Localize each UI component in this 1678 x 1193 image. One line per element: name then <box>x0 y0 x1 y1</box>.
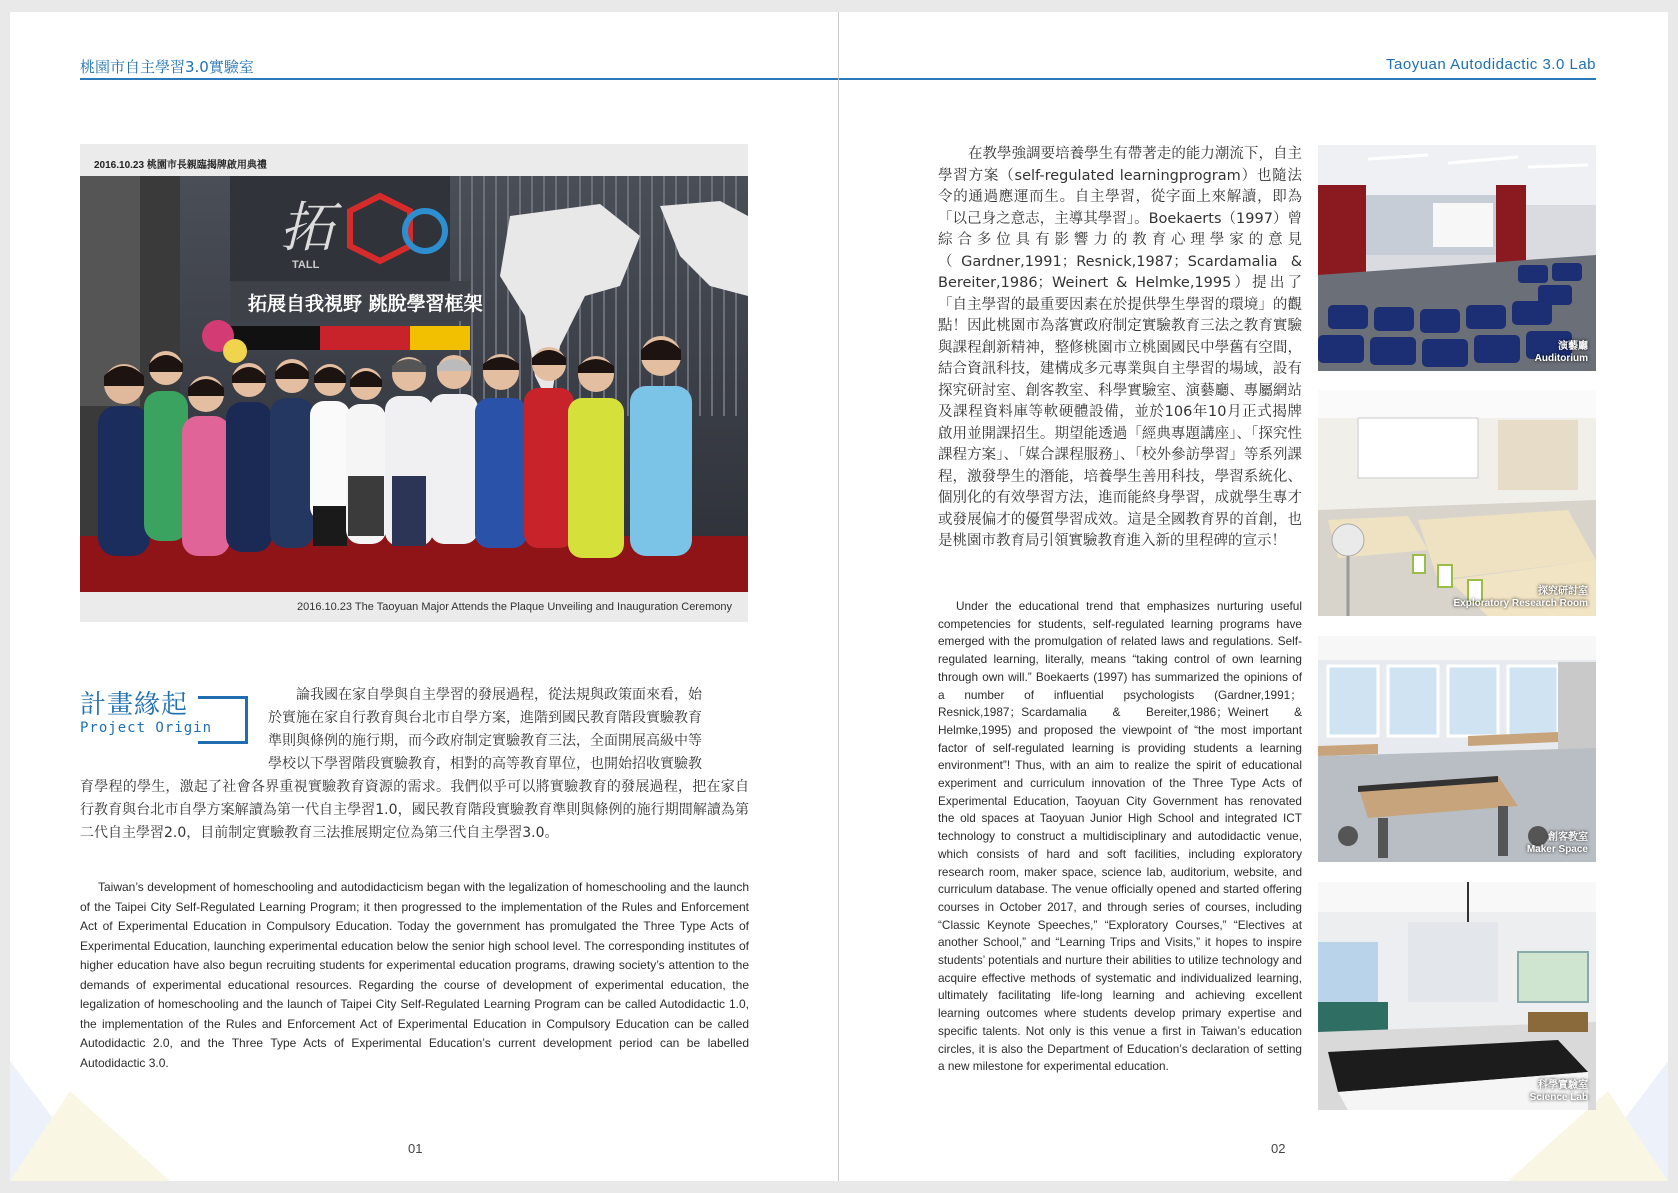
photo-caption-maker: 創客教室 Maker Space <box>1526 832 1588 855</box>
right-page <box>839 12 1668 1181</box>
title-bracket-decoration <box>198 696 248 744</box>
header-rule-right <box>839 78 1596 80</box>
en-paragraph-left: Taiwan’s development of homeschooling and autodidacticism began with the legalization of homeschooling and the launch of the Taipei City Self-Regulated Learning Program; it then progressed to the implementation of the Rules and Enforcement Act of Experimental Education in Compulsory Education. Today the government has promulgated the Three Type Acts of Experimental Education, launching experimental education below the senior high school level. The corresponding institutes of higher education have also begun recruiting students for experimental education programs, drawing society’s attention to the demands of experimental educational resources. Regarding the course of development of experimental education, the legalization of homeschooling and the launch of Taipei City Self-Regulated Learning Program can be called Autodidactic 1.0, the implementation of the Rules and Enforcement Act of Experimental Education in Compulsory Education can be called Autodidactic 2.0, and the Three Type Acts of Experimental Education’s current development period can be labelled Autodidactic 3.0. <box>80 880 749 1070</box>
photo-caption-bottom: 2016.10.23 The Taoyuan Major Attends the Plaque Unveiling and Inauguration Ceremony <box>296 601 732 613</box>
svg-text:拓: 拓 <box>280 196 334 259</box>
running-header-right: Taoyuan Autodidactic 3.0 Lab <box>1386 56 1596 73</box>
photo-caption-top: 2016.10.23 桃園市長親臨揭牌啟用典禮 <box>94 160 267 171</box>
svg-text:TALL: TALL <box>292 259 320 271</box>
running-header: 桃園市自主學習3.0實驗室 <box>80 58 254 76</box>
page-number-left: 01 <box>408 1141 423 1156</box>
svg-text:拓展自我視野 跳脫學習框架: 拓展自我視野 跳脫學習框架 <box>248 293 483 315</box>
zh-para-rest: 育學程的學生，激起了社會各界重視實驗教育資源的需求。我們似乎可以將實驗教育的發展過程，把在家自行教育與台北市自學方案解讀為第一代自主學習1.0，國民教育階段實驗教育準則與條例的施行期間解讀為第二代自主學習2.0，目前制定實驗教育三法推展期定位為第三代自主學習3.0。 <box>80 779 749 841</box>
photo-caption-science: 科學實驗室 Science Lab <box>1529 1080 1588 1103</box>
ceremony-photo-block <box>80 144 748 622</box>
photo-caption-exploratory: 探究研討室 Exploratory Research Room <box>1453 586 1588 609</box>
left-page <box>10 12 839 1181</box>
ceremony-photo <box>80 176 748 592</box>
science-lab-photo <box>1318 882 1596 1110</box>
auditorium-photo <box>1318 145 1596 371</box>
zh-paragraph-right: 在教學強調要培養學生有帶著走的能力潮流下，自主學習方案（self-regulated learningprogram）也隨法令的通過應運而生。自主學習，從字面上來解讀，即為「以己身之意志，主導其學習」。Boekaerts（1997）曾綜合多位具有影響力的教育心理學家的意見（Gardner,1991；Resnick,1987；Scardamalia & Bereiter,1986；Weinert & Helmke,1995）提出了「自主學習的最重要因素在於提供學生學習的環境」的觀點！因此桃園市為落實政府制定實驗教育三法之教育實驗與課程創新精神，整修桃園市立桃園國民中學舊有空間，結合資訊科技，建構成多元專業與自主學習的場域，設有探究研討室、創客教室、科學實驗室、演藝廳、專屬網站及課程資料庫等軟硬體設備，並於106年10月正式揭牌啟用並開課招生。期望能透過「經典專題講座」、「探究性課程方案」、「媒合課程服務」、「校外參訪學習」等系列課程，激發學生的潛能，培養學生善用科技，學習系統化、個別化的有效學習方法，進而能終身學習，成就學生專才或發展偏才的優質學習成效。這是全國教育界的首創，也是桃園市教育局引領實驗教育進入新的里程碑的宣示！ <box>938 146 1302 549</box>
maker-space-photo <box>1318 636 1596 862</box>
zh-para-line-3: 準則與條例的施行期，而今政府制定實驗教育三法，全面開展高級中等 <box>268 733 702 749</box>
exploratory-room-photo <box>1318 390 1596 616</box>
photo-caption-auditorium: 演藝廳 Auditorium <box>1534 341 1588 364</box>
magazine-spread <box>10 12 1668 1181</box>
zh-para-line-4: 學校以下學習階段實驗教育，相對的高等教育單位，也開始招收實驗教 <box>268 756 702 772</box>
section-title-en: Project Origin <box>80 720 213 736</box>
zh-para-line-1: 論我國在家自學與自主學習的發展過程，從法規與政策面來看，始 <box>296 687 702 703</box>
page-number-right: 02 <box>1271 1141 1286 1156</box>
en-paragraph-right: Under the educational trend that emphasizes nurturing useful competencies for students, self-regulated learning programs have emerged with the promulgation of related laws and regulations. Self-regulated learning, literally, means “taking control of own learning through own will.” Boekaerts (1997) has summarized the opinions of a number of influential psychologists (Gardner,1991；Resnick,1987；Scardamalia & Bereiter,1986；Weinert & Helmke,1995) and proposed the viewpoint of “the most important factor of self-regulated learning is providing students a learning environment”! Thus, with an aim to realize the spirit of educational experiment and curriculum innovation of the Three Type Acts of Experimental Education, Taoyuan City Government has renovated the old spaces at Taoyuan Junior High School and integrated ICT technology to construct a multidisciplinary and autodidactic venue, which consists of hard and soft facilities, including exploratory research room, maker space, science lab, auditorium, website, and curriculum database. The venue officially opened and started offering courses in October 2017, and through series of courses, including “Classic Keynote Speeches,” “Exploratory Courses,” “Electives at another School,” and “Learning Trips and Visits,” it hopes to inspire students’ potentials and nurture their abilities to utilize technology and acquire effective methods of systematic and individualized learning, ultimately facilitating life-long learning and achieving excellent learning outcomes where students develop primary expertise and specific talents. Not only is this venue a first in Taiwan’s education circles, it is also the Department of Education’s declaration of setting a new milestone for experimental education. <box>938 599 1302 1074</box>
header-rule <box>80 78 839 80</box>
zh-para-line-2: 於實施在家自行教育與台北市自學方案，進階到國民教育階段實驗教育 <box>268 710 702 726</box>
section-title-zh: 計畫緣起 <box>80 690 189 720</box>
